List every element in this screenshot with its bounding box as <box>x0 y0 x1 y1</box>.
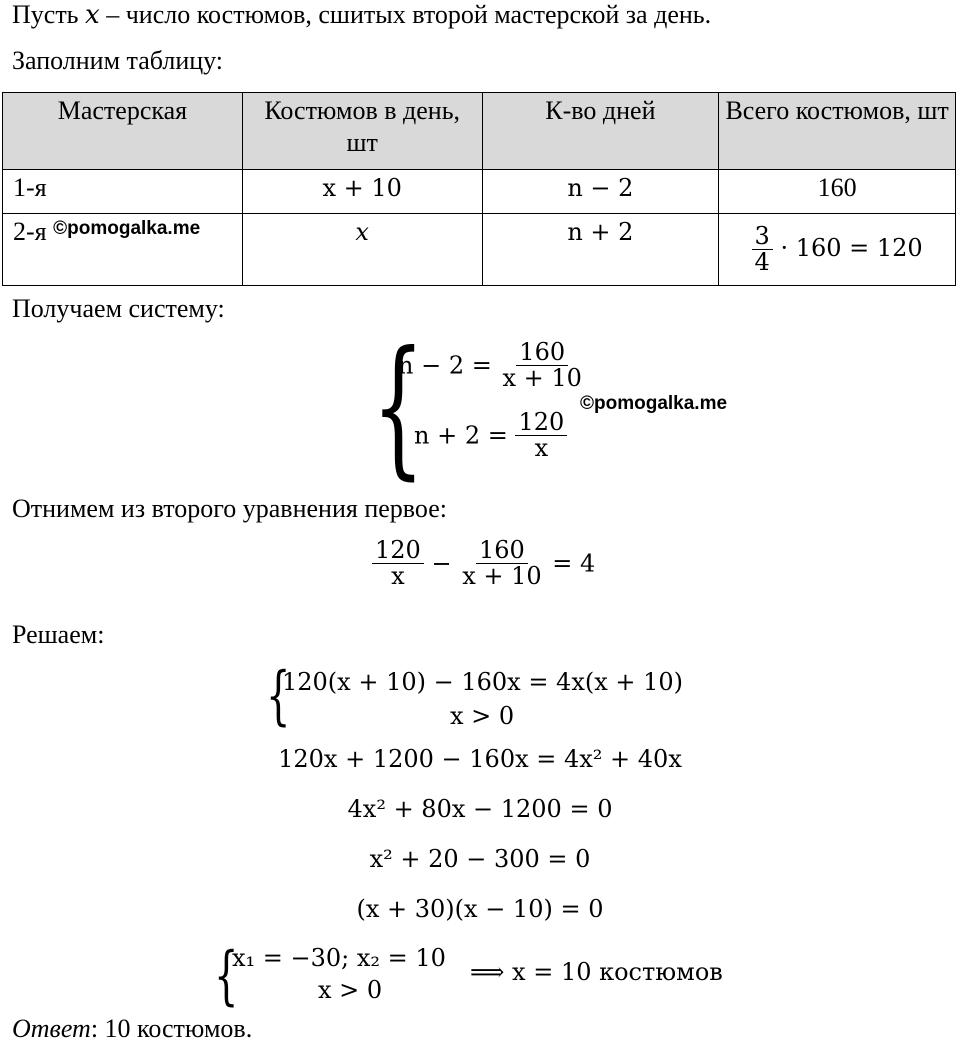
fraction <box>515 410 567 461</box>
table-cell-total <box>719 214 956 286</box>
table-cell-per-day: x + 10 <box>242 170 482 214</box>
intro-part2: – число костюмов, сшитых второй мастерской за день. <box>106 0 712 29</box>
fraction-denominator: x + 10 <box>502 364 582 393</box>
eq1-left: n − 2 = <box>398 351 492 380</box>
intro-variable: x <box>85 0 100 30</box>
fraction-denominator: x <box>534 434 549 463</box>
table-header: Всего костюмов, шт <box>719 93 956 170</box>
minus-sign: − <box>431 549 452 578</box>
table-cell-name: 2-я <box>13 217 47 246</box>
answer-text: : 10 костюмов. <box>90 1014 253 1043</box>
subtract-label: Отнимем из второго уравнения первое: <box>12 494 447 523</box>
fraction-numerator: 160 <box>476 538 528 564</box>
solve-step-1: 120x + 1200 − 160x = 4x² + 40x <box>278 745 682 773</box>
fill-table-label: Заполним таблицу: <box>12 46 224 75</box>
table-header: К-во дней <box>482 93 719 170</box>
left-brace-icon: { <box>266 659 291 733</box>
fraction-numerator: 120 <box>372 538 424 564</box>
fraction-denominator: x <box>391 562 405 591</box>
left-brace-icon: { <box>214 939 239 1013</box>
difference-equation <box>372 538 595 589</box>
fraction-denominator: x + 10 <box>462 562 542 591</box>
fraction-numerator: 3 <box>752 224 773 250</box>
answer-line <box>12 1014 252 1044</box>
left-brace-icon: { <box>372 320 425 494</box>
fraction-numerator: 120 <box>515 410 567 436</box>
fraction <box>499 340 584 391</box>
watermark: ©pomogalka.me <box>580 393 728 414</box>
system-eq1 <box>398 340 585 391</box>
system-label: Получаем систему: <box>12 294 225 323</box>
solve-step-2: 4x² + 80x − 1200 = 0 <box>347 795 613 823</box>
solve-step-3: x² + 20 − 300 = 0 <box>369 845 591 873</box>
table-header-row <box>3 93 956 170</box>
fraction-numerator: 160 <box>516 340 568 366</box>
table-cell-name: 1-я <box>3 170 243 214</box>
conclusion: ⟹ x = 10 костюмов <box>470 958 723 986</box>
table-header: Мастерская <box>3 93 243 170</box>
fraction <box>372 538 424 589</box>
total-rest: · 160 = 120 <box>780 234 923 262</box>
answer-label: Ответ <box>12 1014 91 1043</box>
fraction-denominator: 4 <box>754 248 770 276</box>
eq2-left: n + 2 = <box>414 421 508 450</box>
fraction <box>752 221 773 276</box>
fraction <box>459 538 544 589</box>
roots-condition: x > 0 <box>318 976 383 1004</box>
solve-label: Решаем: <box>12 620 105 649</box>
table-cell-per-day: x <box>242 214 482 286</box>
table-row <box>3 214 956 286</box>
watermark: ©pomogalka.me <box>53 218 201 239</box>
table-row <box>3 170 956 214</box>
solve-system-eq2: x > 0 <box>450 702 515 730</box>
table-cell-total: 160 <box>719 170 956 214</box>
roots-line: x₁ = −30; x₂ = 10 <box>232 944 446 972</box>
solve-system-eq1: 120(x + 10) − 160x = 4x(x + 10) <box>282 668 684 696</box>
table-cell-name-cell <box>3 214 243 286</box>
data-table <box>2 92 956 286</box>
table-header: Костюмов в день, шт <box>242 93 482 170</box>
solve-step-4: (x + 30)(x − 10) = 0 <box>356 895 604 923</box>
equals-four: = 4 <box>552 549 596 578</box>
intro-line <box>12 0 711 30</box>
table-cell-days: n + 2 <box>482 214 719 286</box>
table-cell-days: n − 2 <box>482 170 719 214</box>
intro-part1: Пусть <box>12 0 79 29</box>
system-eq2 <box>414 410 567 461</box>
